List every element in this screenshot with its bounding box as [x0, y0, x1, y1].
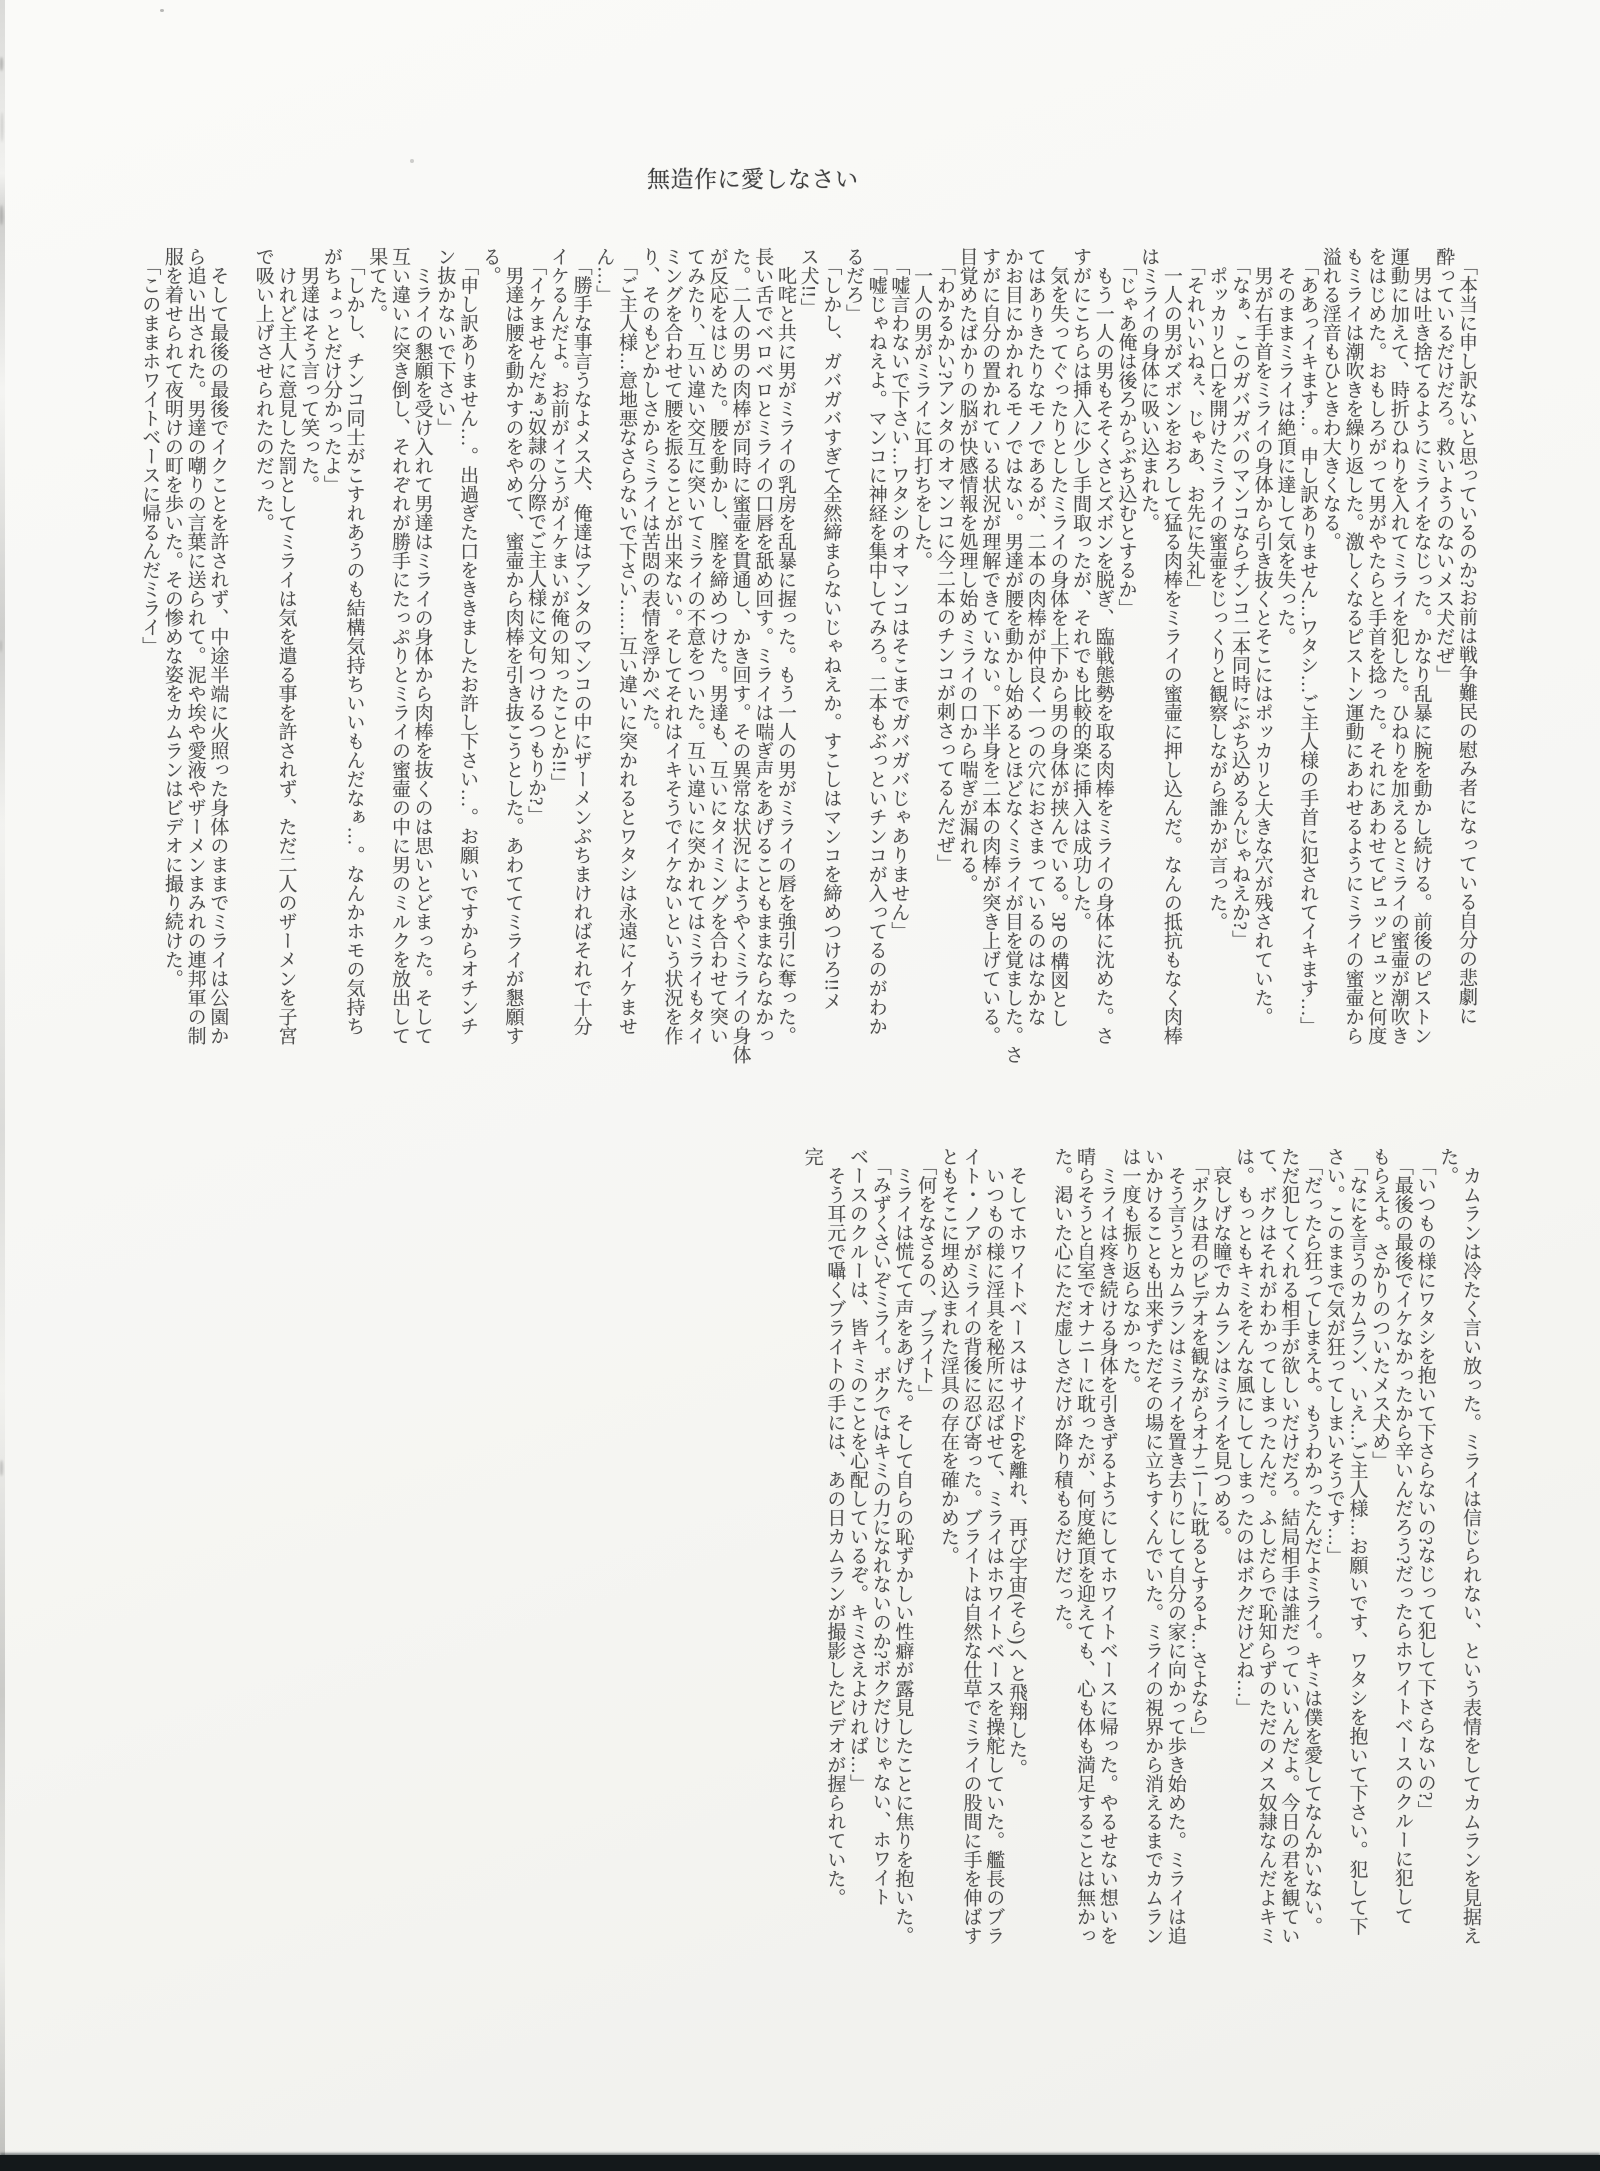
- text-column: 「じゃあ俺は後ろからぶち込むとするか」: [1115, 247, 1137, 618]
- text-column: そう耳元で囁くブライトの手には、あの日カムランが撮影したビデオが握られていた。: [824, 1147, 846, 1907]
- text-column: るだろ」: [843, 247, 865, 323]
- upper-text-block: [138, 247, 1477, 1125]
- text-column: は。もっともキミをそんな風にしてしまったのはボクだけどね…」: [1232, 1147, 1254, 1717]
- text-column: ン抜かないで下さい」: [434, 247, 456, 437]
- text-column: そう言うとカムランはミライを置き去りにして自分の家に向かって歩き始めた。ミライは追: [1164, 1147, 1186, 1945]
- text-column: 男は吐き捨てるようにミライをなじった。かなり乱暴に腕を動かし続ける。前後のピストン: [1410, 247, 1432, 1045]
- text-column: 「ああっイキます…。申し訳ありません…ワタシ…ご主人様の手首に犯されてイキます…」: [1297, 247, 1319, 1036]
- text-column: 「本当に申し訳ないと思っているのか?お前は戦争難民の慰み者になっている自分の悲劇に: [1456, 247, 1477, 1025]
- text-column: もう一人の男もそそくさとズボンを脱ぎ、臨戦態勢を取る肉棒をミライの身体に沈めた。さ: [1092, 247, 1114, 1045]
- scan-edge-left: [0, 0, 5, 2171]
- text-column: 一人の男がズボンをおろして猛る肉棒をミライの蜜壷に押し込んだ。なんの抵抗もなく肉棒: [1160, 247, 1182, 1045]
- scan-bar-bottom: [0, 2155, 1600, 2171]
- text-column: 男達はそう言って笑った。: [298, 247, 320, 494]
- text-column: 服を着せられて夜明けの町を歩いた。その惨めな姿をカムランはビデオに撮り続けた。: [161, 247, 183, 988]
- scan-smudge: [1, 112, 3, 142]
- text-column: て、ボクはそれがわかってしまったんだ。ふしだらで恥知らずのただのメス奴隷なんだよキミ: [1255, 1147, 1277, 1945]
- text-column: 「みずくさいぞミライ。ボクではキミの力になれないのか?ボクだけじゃない、ホワイト: [869, 1147, 891, 1906]
- text-column: が反応をはじめた。腰を動かし、膣を締めつけた。男達も、互いにタイミングを合わせて突い: [706, 247, 728, 1045]
- text-column: イケるんだよ。お前がイこうがイケまいが俺の知ったことか!!」: [547, 247, 569, 792]
- text-column: 「だったら狂ってしまえよ。もうわかったんだよミライ。キミは僕を愛してなんかいない。: [1301, 1147, 1323, 1936]
- text-column: 男達は腰を動かすのをやめて、蜜壷から肉棒を引き抜こうとした。あわててミライが懇願す: [502, 247, 524, 1045]
- end-mark: 完: [801, 1147, 823, 1166]
- text-column: もミライは潮吹きを繰り返した。激しくなるピストン運動にあわせるようにミライの蜜壷から: [1342, 247, 1364, 1045]
- text-column: ミライは慌てて声をあげた。そして自らの恥ずかしい性癖が露見したことに焦りを抱いた。: [892, 1147, 914, 1945]
- lower-text-block: [800, 1147, 1481, 2007]
- text-column: 「このままホワイトベースに帰るんだミライ」: [139, 247, 161, 656]
- text-column: そのままミライは絶頂に達して気を失った。: [1274, 247, 1296, 646]
- text-column: ともそこに埋め込まれた淫具の存在を確かめた。: [937, 1147, 959, 1565]
- text-column: てみたり、互い違い交互に突いてミライの不意をついた。互い違いに突かれてはミライもタイ: [684, 247, 706, 1045]
- text-column: いかけることも出来ずただその場に立ちすくんでいた。ミライの視界から消えるまでカムラン: [1142, 1147, 1164, 1945]
- text-column: た。二人の男の肉棒が同時に蜜壷を貫通し、かき回す。その異常な状況にようやくミライの身体: [729, 247, 751, 1064]
- text-column: すがにこちらは挿入に少し手間取ったが、それでも比較的楽に挿入は成功した。: [1070, 247, 1092, 931]
- text-column: ス犬!!」: [797, 247, 819, 317]
- text-column: かお目にかかれるモノではない。男達が腰を動かし始めるとほどなくミライが目を覚ました。さ: [1001, 247, 1023, 1064]
- text-column: 「申し訳ありません…。出過ぎた口をききましたお許し下さい…。お願いですからオチンチ: [457, 247, 479, 1036]
- text-column: る。: [479, 247, 501, 285]
- text-column: ミングを合わせて腰を振ることが出来ない。そしてそれはイキそうでイケないという状況を作: [661, 247, 683, 1045]
- text-column: 互い違いに突き倒し、それぞれが勝手にたっぷりとミライの蜜壷の中に男のミルクを放出して: [388, 247, 410, 1045]
- text-column: ベースのクルーは、皆キミのことを心配しているぞ。キミさえよければ…」: [847, 1147, 869, 1793]
- text-column: り、そのもどかしさからミライは苦悶の表情を浮かべた。: [638, 247, 660, 741]
- text-column: けれど主人に意見した罰としてミライは気を遣る事を許されず、ただ二人のザーメンを子宮: [275, 247, 297, 1045]
- text-column: は一度も振り返らなかった。: [1119, 1147, 1141, 1394]
- text-column: カムランは冷たく言い放った。ミライは信じられない、という表情をしてカムランを見据え: [1460, 1147, 1481, 1945]
- text-column: てはありきたりなモノであるが、二本の肉棒が仲良く一つの穴におさまっているのはなかな: [1024, 247, 1046, 1026]
- text-column: 「いつもの様にワタシを抱いて下さらないの?なじって犯して下さらないの?」: [1414, 1147, 1436, 1820]
- document-title: 無造作に愛しなさい: [647, 167, 859, 192]
- text-column: すがに自分の置かれている状況が理解できていない。下半身を二本の肉棒が突き上げている。: [979, 247, 1001, 1045]
- text-column: 一人の男がミライに耳打ちをした。: [911, 247, 933, 570]
- text-column: ん…」: [593, 247, 615, 304]
- text-column: 「しかし、ガバガバすぎて全然締まらないじゃねえか。すこしはマンコを締めつけろ!!メ: [820, 247, 842, 1011]
- scan-smudge: [0, 1460, 3, 1476]
- text-column: た。: [1437, 1147, 1459, 1185]
- scan-smudge: [0, 640, 2, 652]
- text-column: 「何をなさるの、ブライト」: [915, 1147, 937, 1404]
- text-column: いつもの様に淫具を秘所に忍ばせて、ミライはホワイトベースを操舵していた。艦長のブラ: [983, 1147, 1005, 1945]
- text-column: ミライの懇願を受け入れて男達はミライの身体から肉棒を抜くのは思いとどまった。そして: [411, 247, 433, 1045]
- text-column: 「わかるかい?アンタのオマンコに今二本のチンコが刺さってるんだぜ」: [933, 247, 955, 873]
- scan-smudge: [0, 57, 3, 71]
- text-column: [228, 247, 251, 1125]
- text-column: 気を失ってぐったりとしたミライの身体を上下から男の身体が挟んでいる。3Pの構図とし: [1047, 247, 1069, 1028]
- text-column: をはじめた。おもしろがって男がやたらと手首を捻った。それにあわせてピュッピュッと何度: [1365, 247, 1387, 1045]
- text-column: 「嘘じゃねえよ。マンコに神経を集中してみろ。二本もぶっといチンコが入ってるのがわか: [865, 247, 887, 1036]
- text-column: 溢れる淫音もひときわ大きくなる。: [1319, 247, 1341, 551]
- text-column: さい。このままで気が狂ってしまいそうです…」: [1323, 1147, 1345, 1565]
- text-column: 「最後の最後でイケなかったから辛いんだろう?だったらホワイトベースのクルーに犯して: [1391, 1147, 1413, 1925]
- text-column: もらえよ。さかりのついたメス犬め」: [1369, 1147, 1391, 1470]
- text-column: 哀しげな瞳でカムランはミライを見つめる。: [1210, 1147, 1232, 1546]
- scan-smudge: [0, 205, 3, 225]
- text-column: で吸い上げさせられたのだった。: [252, 247, 274, 532]
- text-column: 運動に加えて、時折ひねりを入れてミライを犯した。ひねりを加えるとミライの蜜壷が潮吹き: [1387, 247, 1409, 1045]
- text-column: イト・ノアがミライの背後に忍び寄った。ブライトは自然な仕草でミライの股間に手を伸ばす: [960, 1147, 982, 1945]
- text-column: 男が右手首をミライの身体から引き抜くとそこにはポッカリと大きな穴が残されていた。: [1251, 247, 1273, 1026]
- text-column: 「しかし、チンコ同士がこすれあうのも結構気持ちいいもんだなぁ…。なんかホモの気持ち: [343, 247, 365, 1036]
- text-column: 「勝手な事言うなよメス犬、俺達はアンタのマンコの中にザーメンぶちまければそれで十分: [570, 247, 592, 1036]
- text-column: 「ご主人様…意地悪なさらないで下さい……互い違いに突かれるとワタシは永遠にイケませ: [615, 247, 637, 1036]
- text-column: ら追い出された。男達の嘲りの言葉に送られて。泥や埃や愛液やザーメンまみれの連邦軍の制: [184, 247, 206, 1045]
- text-column: た。渇いた心にただ虚しさだけが降り積もるだけだった。: [1051, 1147, 1073, 1641]
- text-column: 「ボクは君のビデオを観ながらオナニーに耽るとするよ…さよなら」: [1187, 1147, 1209, 1746]
- scan-speck: [410, 159, 414, 163]
- text-column: ミライは疼き続ける身体を引きずるようにしてホワイトベースに帰った。やるせない想いを: [1096, 1147, 1118, 1945]
- text-column: 晴らそうと自室でオナニーに耽ったが、何度絶頂を迎えても、心も体も満足することは無かっ: [1074, 1147, 1096, 1945]
- text-column: 「なにを言うのカムラン、いえ…ご主人様…お願いです、ワタシを抱いて下さい。犯して下: [1346, 1147, 1368, 1936]
- text-column: 長い舌でベロベロとミライの口唇を舐め回す。ミライは喘ぎ声をあげることもままならなかっ: [752, 247, 774, 1045]
- text-column: ただ犯してくれる相手が欲しいだけだろ。結局相手は誰だっていいんだよ。今日の君を観てい: [1278, 1147, 1300, 1945]
- text-column: [1027, 1147, 1050, 2007]
- text-column: 「イケませんだぁ?奴隷の分際でご主人様に文句つけるつもりか?」: [525, 247, 547, 825]
- scan-speck: [160, 9, 164, 12]
- text-column: そしてホワイトベースはサイド6を離れ、再び宇宙(そら)へと飛翔した。: [1005, 1147, 1027, 1778]
- text-column: 果てた。: [366, 247, 388, 323]
- text-column: そして最後の最後でイクことを許されず、中途半端に火照った身体のままでミライは公園か: [207, 247, 229, 1045]
- text-column: 「嘘言わないで下さい…ワタシのオマンコはそこまでガバガバじゃありません」: [888, 247, 910, 941]
- text-column: 「なぁ、このガバガバのマンコならチンコ二本同時にぶち込めるんじゃねえか?」: [1228, 247, 1250, 949]
- text-column: 酔っているだけだろ。救いようのないメス犬だぜ」: [1433, 247, 1455, 684]
- text-column: 叱咤と共に男がミライの乳房を乱暴に握った。もう一人の男がミライの唇を強引に奪った。: [774, 247, 796, 1045]
- text-column: 目覚めたばかりの脳が快感情報を処理し始めミライの口から喘ぎが漏れる。: [956, 247, 978, 893]
- text-column: はミライの身体に吸い込まれた。: [1138, 247, 1160, 532]
- text-column: ポッカリと口を開けたミライの蜜壷をじっくりと観察しながら誰かが言った。: [1206, 247, 1228, 931]
- text-column: 「それいいねぇ、じゃあ、お先に失礼」: [1183, 247, 1205, 599]
- text-column: がちょっとだけ分かったよ」: [320, 247, 342, 494]
